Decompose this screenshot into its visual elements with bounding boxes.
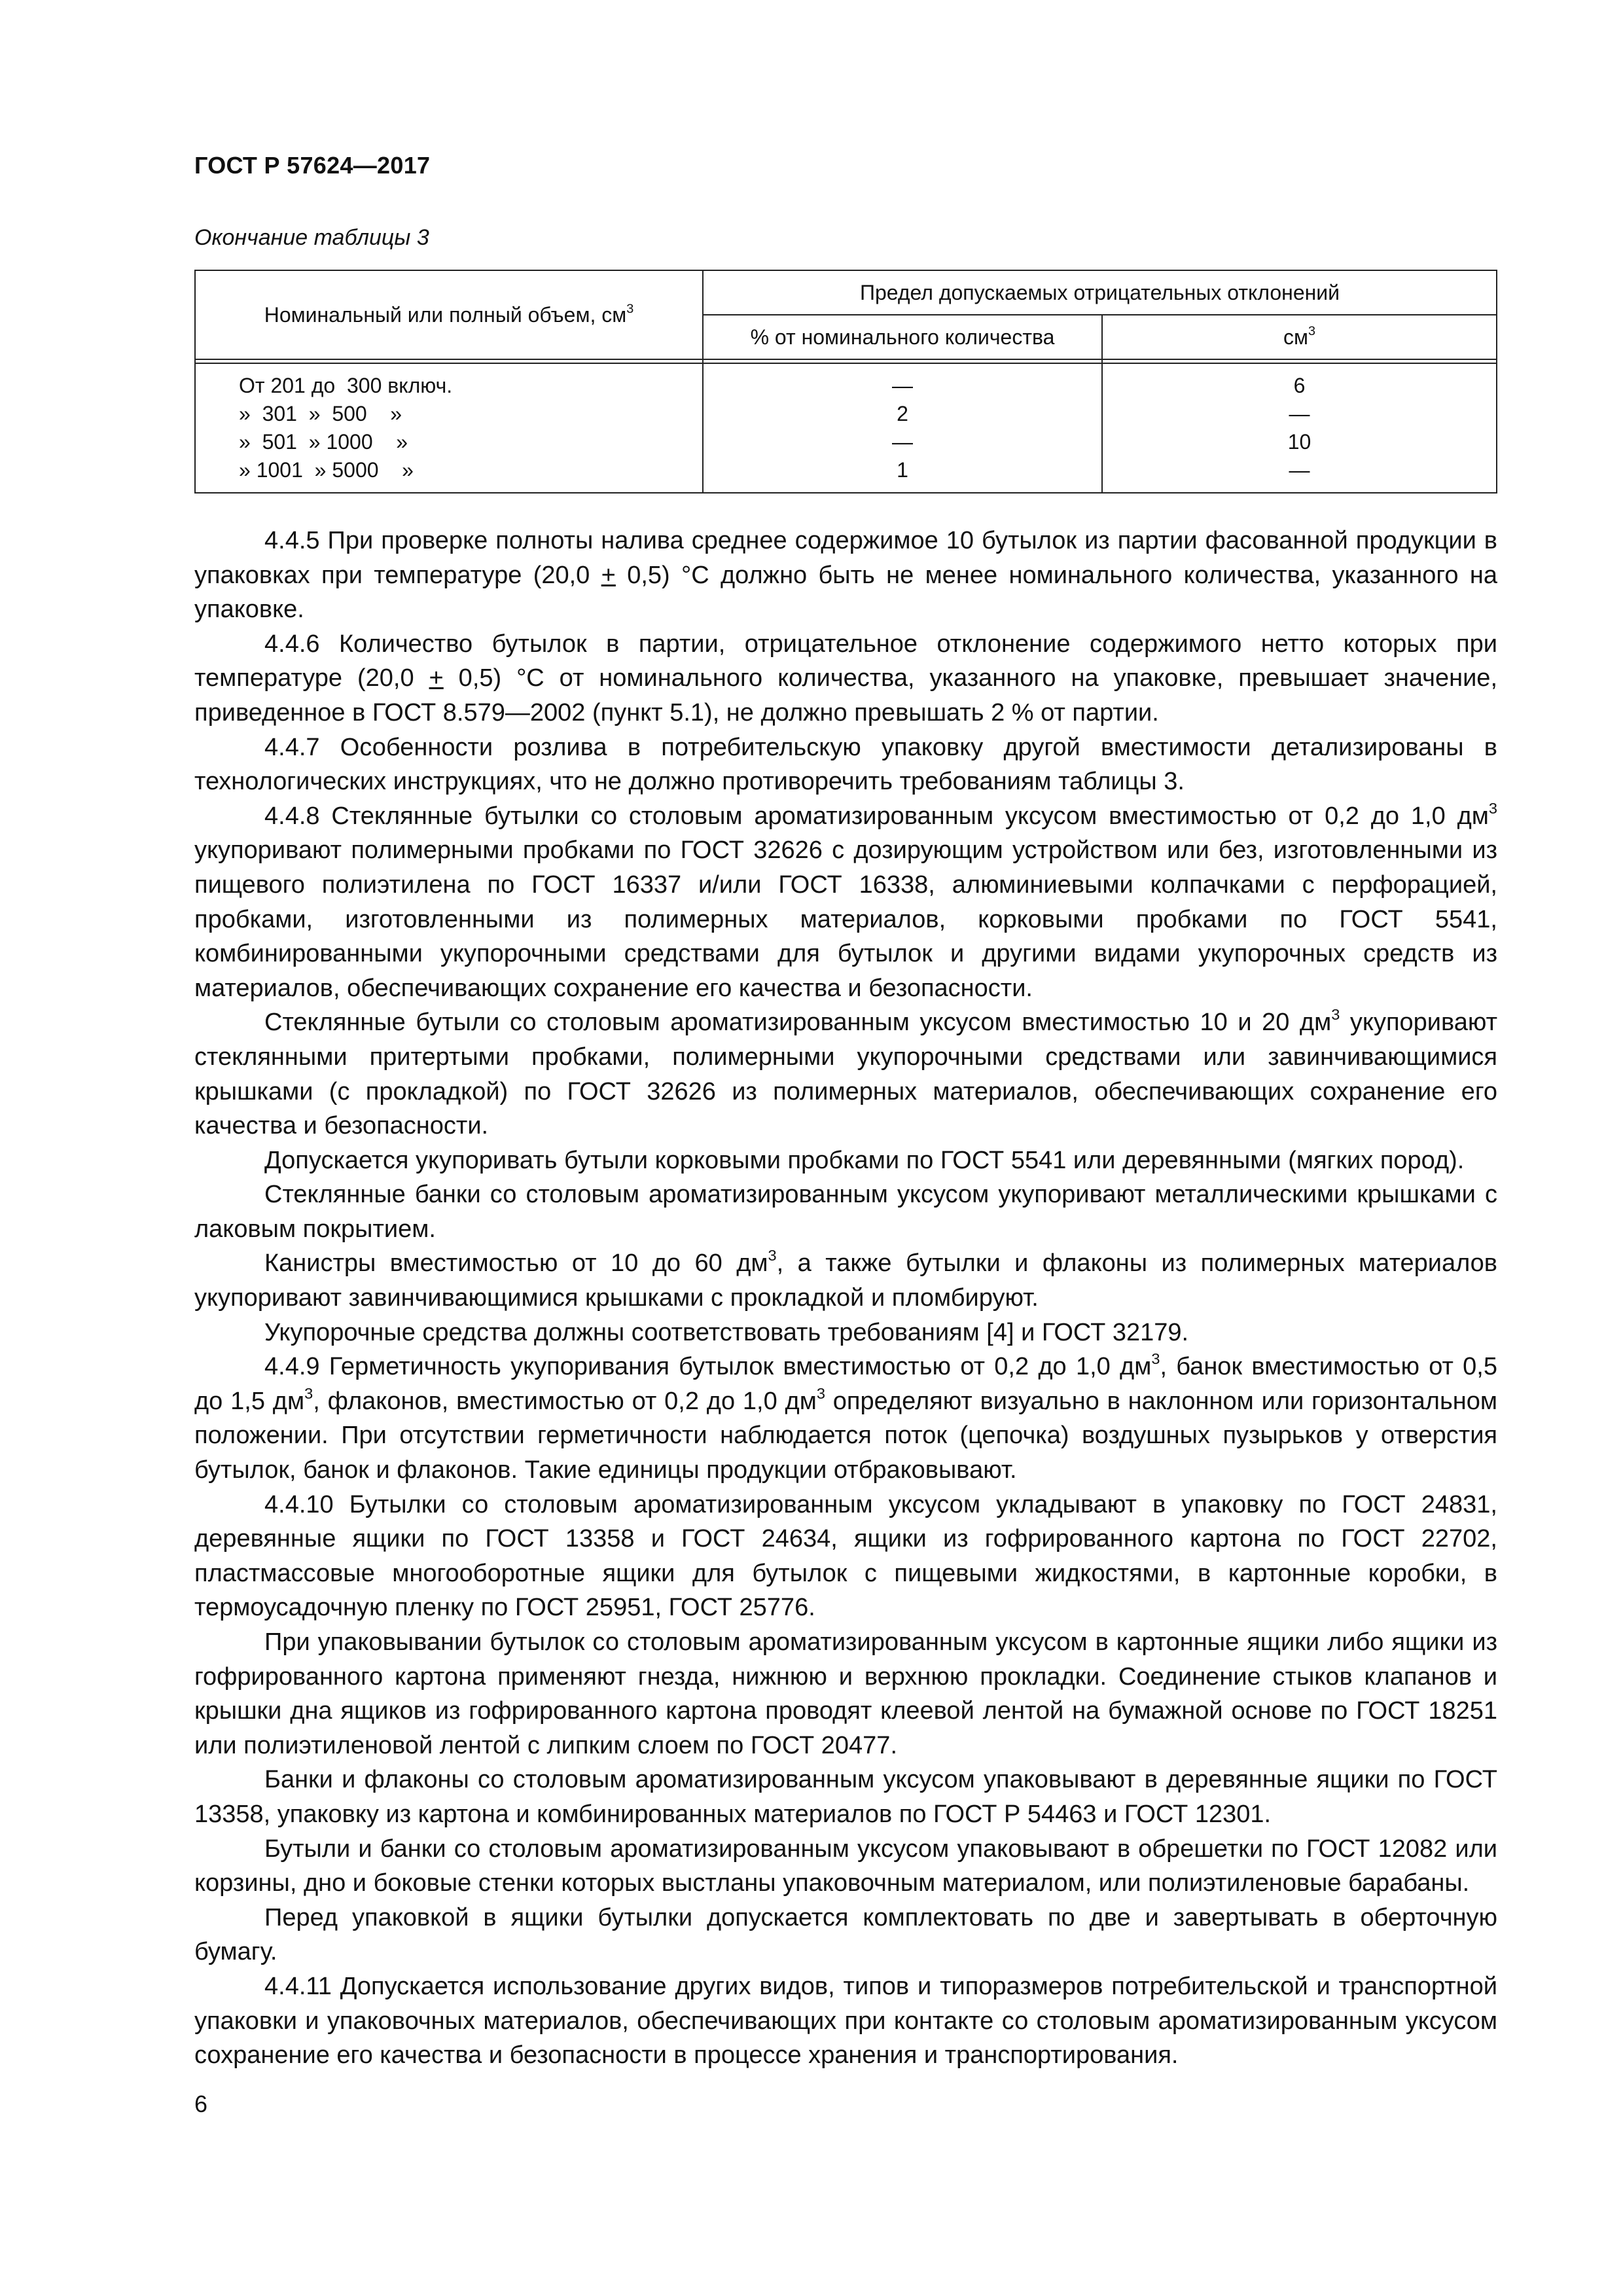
paragraph: Канистры вместимостью от 10 до 60 $дм^3$, а также бутылки и флаконы из полимерных материалов укупоривают завинчивающимися крышками с прокладкой и пломбируют. [194, 1247, 1497, 1312]
paragraph-4-4-9: 4.4.9 Герметичность укупоривания бутылок вместимостью от 0,2 до 1,0 $дм^3$, банок вместимостью от 0,5 до 1,5 $дм^3$, флаконов, вместимостью от 0,2 до 1,0 $дм^3$ определяют визуально в наклонном или горизонтальном положении. При отсутствии герметичности наблюдается поток (цепочка) воздушных пузырьков у отверстия бутылок, банок и флаконов. Такие единицы продукции отбраковывают. [194, 1350, 1498, 1484]
table-3 [194, 270, 1497, 493]
table-cell: 10 [1287, 430, 1311, 454]
table-cell: » 1001 » 5000 » [239, 458, 414, 482]
header-percent: % от номинального количества [703, 315, 1102, 359]
table-cell: — [892, 430, 913, 454]
paragraph-4-4-6: 4.4.6 Количество бутылок в партии, отрицательное отклонение содержимого нетто которых при температуре (20,0 + 0,5) °С от номинального количества, указанного на упаковке, превышает значение, приведенное в ГОСТ 8.579—2002 (пункт 5.1), не должно превышать 2 % от партии. [194, 630, 1498, 726]
table-cell: 1 [897, 458, 908, 482]
paragraph: Допускается укупоривать бутыли корковыми пробками по ГОСТ 5541 или деревянными (мягких пород). [264, 1146, 1465, 1174]
paragraph: Стеклянные банки со столовым ароматизированным уксусом укупоривают металлическими крышками с лаковым покрытием. [194, 1181, 1497, 1243]
body-text [194, 524, 1497, 2073]
table-caption: Окончание таблицы 3 [194, 225, 429, 250]
header-volume: Номинальный или полный объем, $см^3$ [195, 270, 703, 359]
table-cell: — [892, 374, 913, 397]
paragraph-4-4-11: 4.4.11 Допускается использование других видов, типов и типоразмеров потребительской и транспортной упаковки и упаковочных материалов, обеспечивающих при контакте со столовым ароматизированным уксусом сохранение его качества и безопасности в процессе хранения и транспортирования. [194, 1972, 1497, 2070]
table-cell: » 501 » 1000 » [239, 430, 408, 454]
table-cell: От 201 до 300 включ. [239, 374, 453, 397]
paragraph: При упаковывании бутылок со столовым ароматизированным уксусом в картонные ящики либо ящики из гофрированного картона применяют гнезда, нижнюю и верхнюю прокладки. Соединение стыков клапанов и крышки дна ящиков из гофрированного картона проводят клеевой лентой на бумажной основе по ГОСТ 18251 или полиэтиленовой лентой с липким слоем по ГОСТ 20477. [194, 1628, 1497, 1759]
header-cm3: $см^3$ [1102, 315, 1497, 359]
paragraph: Стеклянные бутыли со столовым ароматизированным уксусом вместимостью 10 и 20 $дм^3$ укупоривают стеклянными притертыми пробками, полимерными укупорочными средствами или завинчивающимися крышками (с прокладкой) по ГОСТ 32626 из полимерных материалов, обеспечивающих сохранение его качества и безопасности. [194, 1006, 1497, 1140]
column-volume [195, 363, 703, 493]
page-number: 6 [194, 2090, 208, 2117]
paragraph-4-4-7: 4.4.7 Особенности розлива в потребительскую упаковку другой вместимости детализированы в технологических инструкциях, что не должно противоречить требованиям таблицы 3. [194, 733, 1497, 796]
table-cell: — [1289, 458, 1310, 482]
table-cell: 6 [1293, 374, 1306, 397]
paragraph-4-4-8: 4.4.8 Стеклянные бутылки со столовым ароматизированным уксусом вместимостью от 0,2 до 1,0 $дм^3$ укупоривают полимерными пробками по ГОСТ 32626 с дозирующим устройством или без, изготовленными из пищевого полиэтилена по ГОСТ 16337 и/или ГОСТ 16338, алюминиевыми колпачками с перфорацией, пробками, изготовленными из полимерных материалов, корковыми пробками по ГОСТ 5541, комбинированными укупорочными средствами для бутылок и другими видами укупорочных средств из материалов, обеспечивающих сохранение его качества и безопасности. [194, 799, 1497, 1002]
table-cell: » 301 » 500 » [239, 402, 402, 425]
paragraph: Бутыли и банки со столовым ароматизированным уксусом упаковывают в обрешетки по ГОСТ 12082 или корзины, дно и боковые стенки которых выстланы упаковочным материалом, или полиэтиленовые барабаны. [194, 1835, 1497, 1897]
paragraph: Перед упаковкой в ящики бутылки допускается комплектовать по две и завертывать в оберточную бумагу. [194, 1903, 1497, 1966]
column-cm3 [1102, 363, 1497, 493]
table-cell: — [1289, 402, 1310, 425]
paragraph-4-4-10: 4.4.10 Бутылки со столовым ароматизированным уксусом укладывают в упаковку по ГОСТ 24831, деревянные ящики по ГОСТ 13358 и ГОСТ 24634, ящики из гофрированного картона по ГОСТ 22702, пластмассовые многооборотные ящики для бутылок с пищевыми жидкостями, в картонные коробки, в термоусадочную пленку по ГОСТ 25951, ГОСТ 25776. [194, 1490, 1497, 1622]
standard-header: ГОСТ Р 57624—2017 [194, 152, 431, 179]
column-percent [703, 363, 1102, 493]
paragraph-4-4-5: 4.4.5 При проверке полноты налива среднее содержимое 10 бутылок из партии фасованной продукции в упаковках при температуре (20,0 + 0,5) °С должно быть не менее номинального количества, указанного на упаковке. [194, 527, 1497, 624]
header-deviation-group: Предел допускаемых отрицательных отклонений [703, 270, 1497, 315]
paragraph: Укупорочные средства должны соответствовать требованиям [4] и ГОСТ 32179. [264, 1318, 1189, 1346]
paragraph: Банки и флаконы со столовым ароматизированным уксусом упаковывают в деревянные ящики по ГОСТ 13358, упаковку из картона и комбинированных материалов по ГОСТ Р 54463 и ГОСТ 12301. [194, 1766, 1497, 1828]
table-cell: 2 [897, 402, 908, 425]
